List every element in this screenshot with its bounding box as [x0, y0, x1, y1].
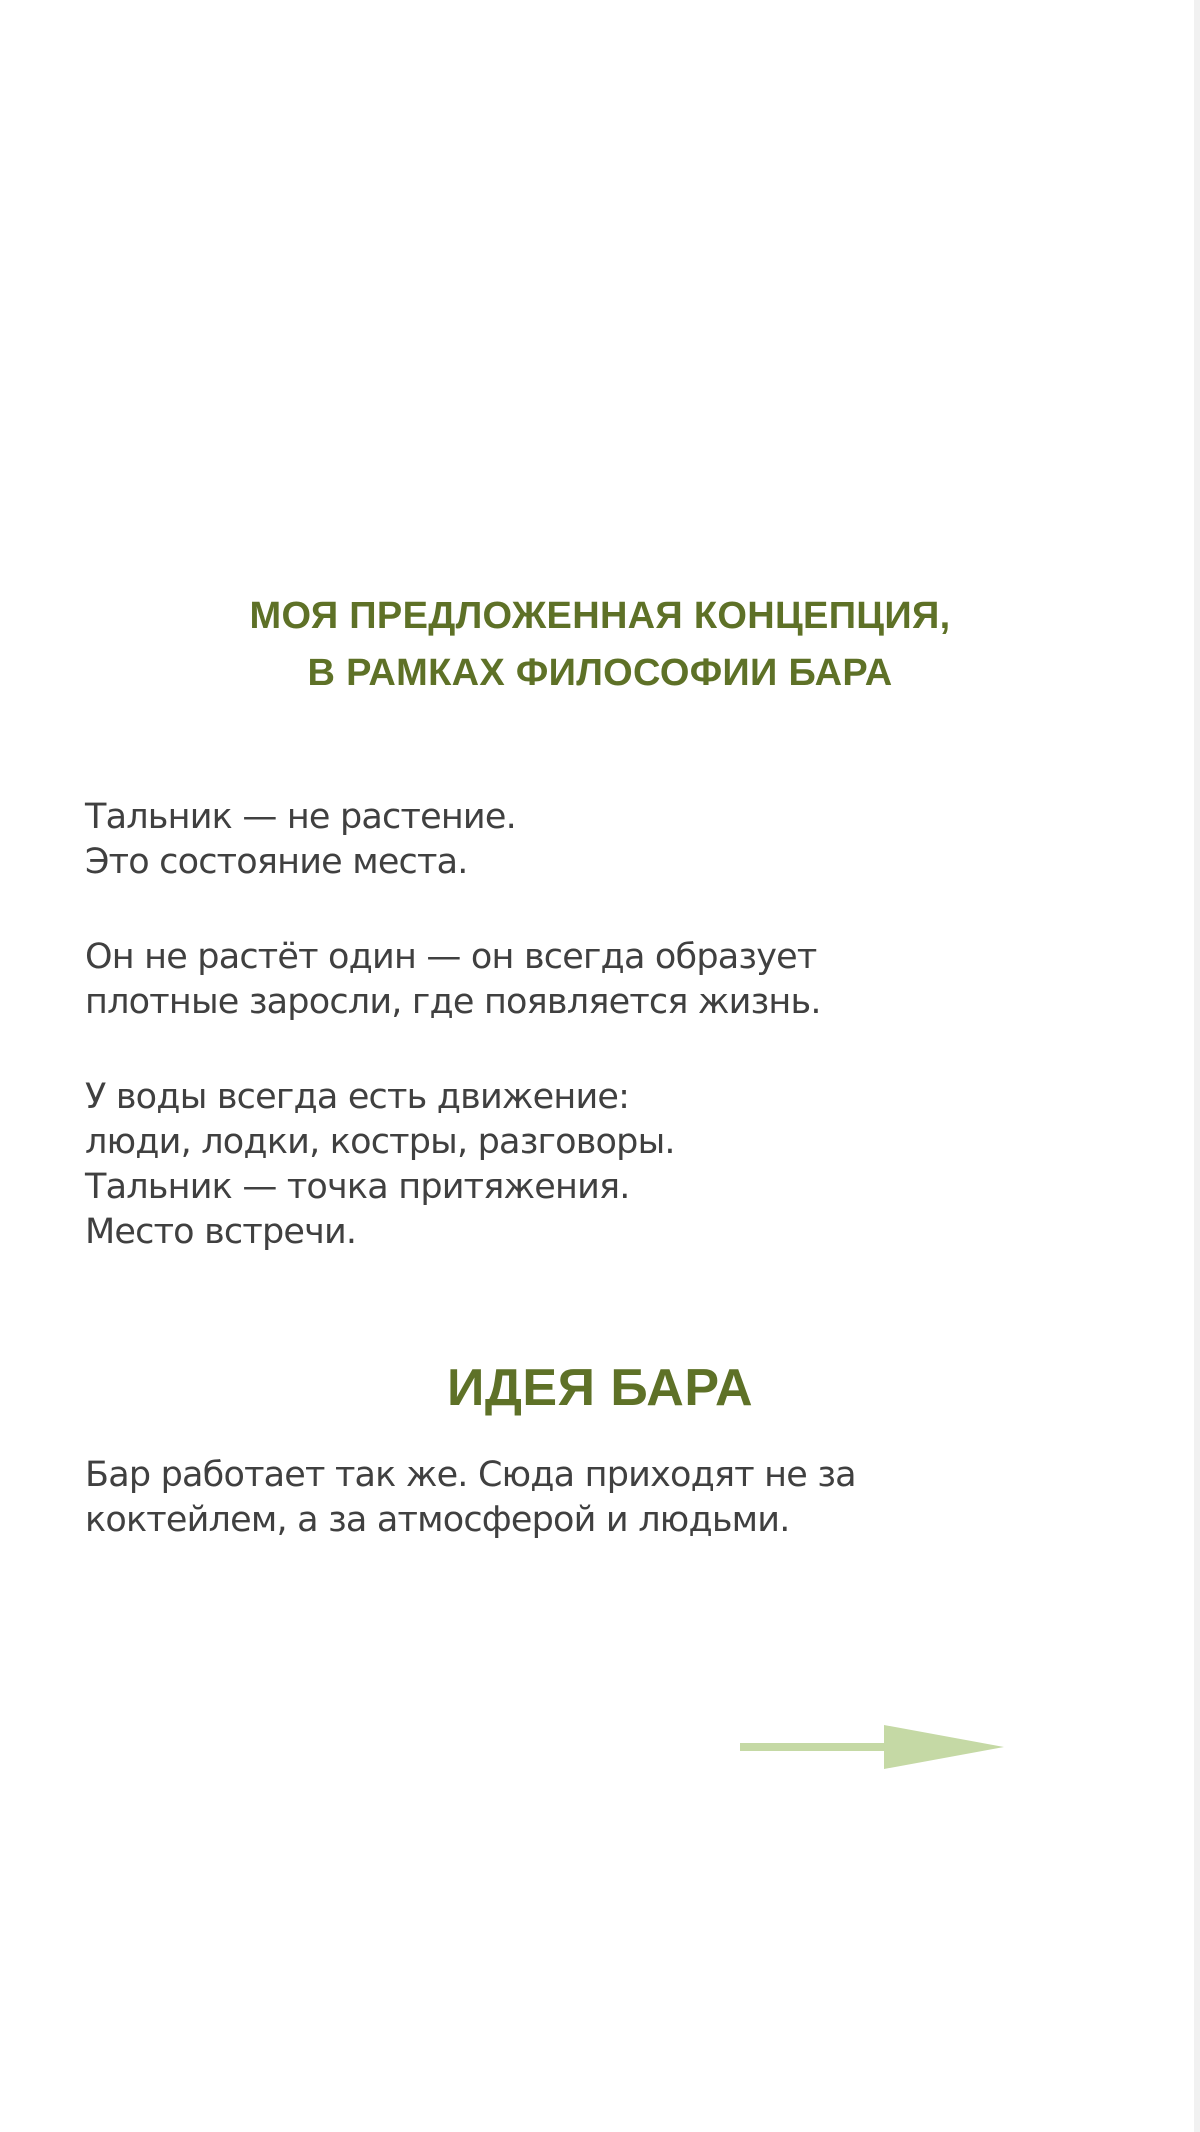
text-line: Это состояние места.: [85, 842, 468, 882]
text-line: Тальник — точка притяжения.: [85, 1167, 630, 1207]
text-line: У воды всегда есть движение:: [85, 1077, 630, 1117]
idea-paragraph: [85, 1453, 1145, 1543]
arrow-right-icon: [740, 1722, 1004, 1772]
text-line: Место встречи.: [85, 1212, 357, 1252]
concept-paragraph-2: [85, 935, 1145, 1025]
text-line: Тальник — не растение.: [85, 797, 516, 837]
concept-title-line: МОЯ ПРЕДЛОЖЕННАЯ КОНЦЕПЦИЯ,: [249, 595, 951, 637]
text-line: Бар работает так же. Сюда приходят не за: [85, 1455, 856, 1495]
concept-paragraph-1: [85, 795, 1145, 885]
idea-title: ИДЕЯ БАРА: [446, 1359, 754, 1417]
next-slide-button[interactable]: [740, 1722, 1004, 1772]
concept-paragraph-3: [85, 1075, 1145, 1255]
concept-title-line: В РАМКАХ ФИЛОСОФИИ БАРА: [307, 652, 893, 694]
page-edge: [1194, 0, 1200, 2132]
text-line: люди, лодки, костры, разговоры.: [85, 1122, 675, 1162]
concept-title: [0, 588, 1200, 702]
text-line: коктейлем, а за атмосферой и людьми.: [85, 1500, 790, 1540]
text-line: плотные заросли, где появляется жизнь.: [85, 982, 821, 1022]
text-line: Он не растёт один — он всегда образует: [85, 937, 817, 977]
